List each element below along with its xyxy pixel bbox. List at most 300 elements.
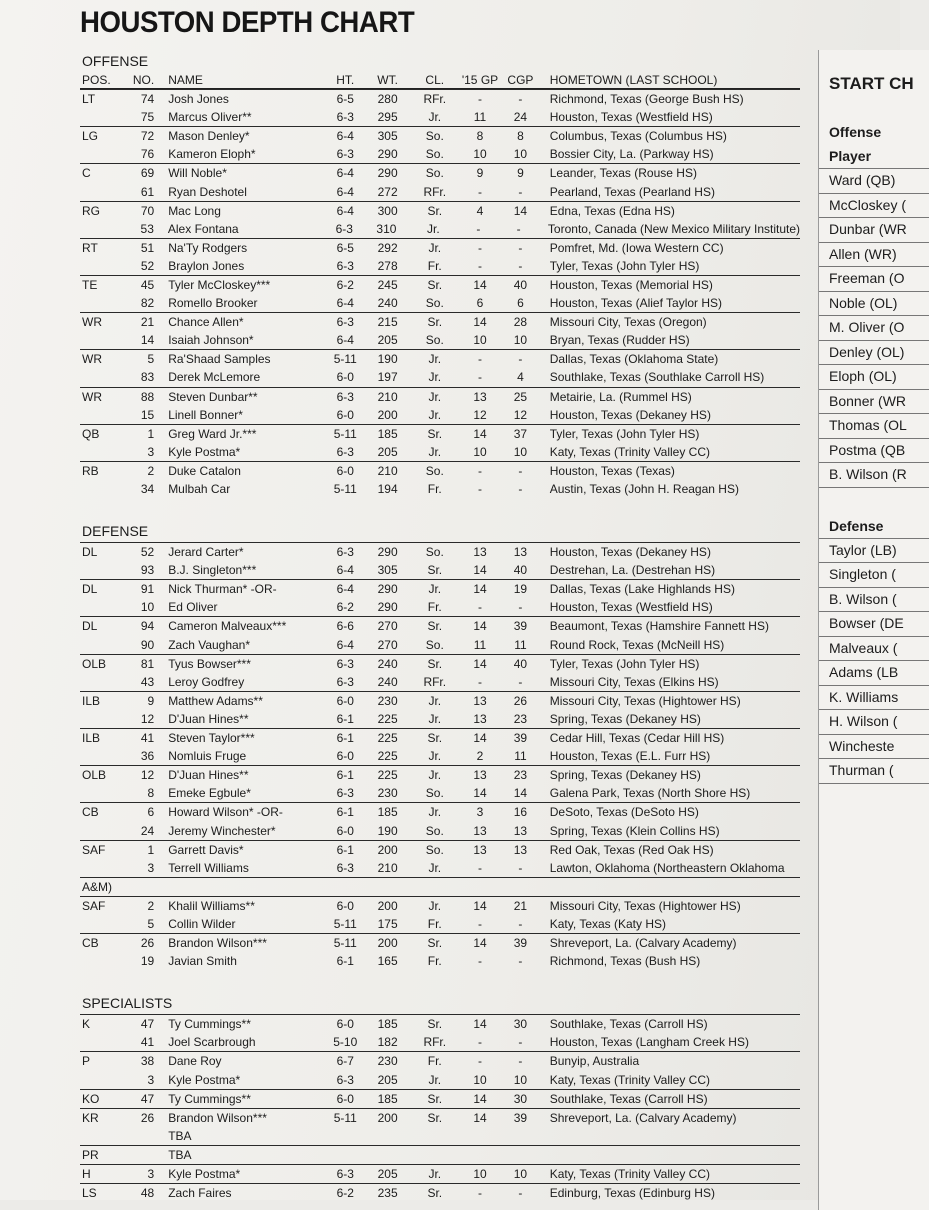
cell-cgp: 14 (513, 203, 528, 218)
side-panel-item: Malveaux ( (819, 637, 929, 662)
cell-hometown: Richmond, Texas (George Bush HS) (549, 92, 744, 107)
cell-no: 14 (140, 333, 155, 348)
cell-cgp: 37 (513, 426, 528, 441)
cell-cl: Sr. (427, 1017, 443, 1032)
cell-gp: 13 (473, 545, 487, 560)
table-row (80, 877, 800, 896)
cell-cl: Jr. (428, 240, 442, 255)
cell-pos: DL (82, 582, 98, 597)
cell-gp: - (478, 92, 482, 107)
cell-wt: 205 (377, 1072, 398, 1087)
cell-cl: Sr. (427, 936, 443, 951)
cell-gp: - (478, 352, 482, 367)
cell-hometown: Galena Park, Texas (North Shore HS) (549, 786, 751, 801)
cell-name: Ty Cummings** (168, 1017, 251, 1032)
cell-wt: 200 (377, 407, 398, 422)
cell-cgp: 30 (513, 1017, 528, 1032)
cell-wt: 272 (377, 184, 398, 199)
cell-gp: 13 (473, 823, 487, 838)
side-panel-item: Eloph (OL) (819, 365, 929, 390)
cell-gp: - (478, 916, 482, 931)
cell-wt: 225 (377, 749, 398, 764)
table-row (80, 1108, 800, 1127)
cell-no: 47 (140, 1091, 155, 1106)
cell-cgp: - (518, 184, 523, 199)
cell-cgp: 13 (513, 545, 528, 560)
cell-ht: 5-11 (333, 482, 357, 497)
cell-no: 41 (140, 731, 155, 746)
cell-cl: Jr. (428, 444, 442, 459)
cell-hometown: Dallas, Texas (Lake Highlands HS) (549, 582, 735, 597)
cell-hometown: Leander, Texas (Rouse HS) (549, 166, 697, 181)
table-row (80, 1071, 800, 1089)
cell-cl: Sr. (427, 1110, 443, 1125)
cell-hometown: Edinburg, Texas (Edinburg HS) (549, 1186, 715, 1201)
cell-cl: Fr. (427, 1054, 442, 1069)
cell-cl: RFr. (423, 184, 447, 199)
cell-cl: So. (425, 823, 444, 838)
table-row (80, 182, 800, 200)
cell-pos: TE (82, 277, 98, 292)
cell-gp: 4 (476, 203, 484, 218)
cell-gp: - (478, 1035, 482, 1050)
table-row (80, 126, 800, 145)
cell-gp: 10 (473, 444, 487, 459)
cell-cgp: - (518, 463, 523, 478)
side-panel-item: Freeman (O (819, 267, 929, 292)
cell-no: 88 (140, 389, 155, 404)
cell-no: 61 (140, 184, 155, 199)
cell-no: 72 (140, 129, 155, 144)
cell-cl: Sr. (427, 426, 443, 441)
cell-cgp: 39 (513, 731, 528, 746)
cell-name: Will Noble* (168, 166, 227, 181)
cell-name: Howard Wilson* -OR- (168, 805, 283, 820)
cell-gp: - (478, 240, 482, 255)
cell-pos: DL (82, 545, 98, 560)
cell-ht: 6-4 (336, 637, 354, 652)
cell-cgp: - (518, 916, 523, 931)
cell-ht: 6-1 (336, 731, 354, 746)
cell-cl: Jr. (428, 582, 442, 597)
cell-cgp: 12 (513, 407, 528, 422)
cell-wt: 305 (377, 129, 398, 144)
table-row (80, 1089, 800, 1108)
table-row (80, 480, 800, 498)
side-panel-item: Denley (OL) (819, 341, 929, 366)
cell-wt: 235 (377, 1186, 398, 1201)
side-panel-list (819, 120, 929, 784)
cell-hometown: Houston, Texas (Alief Taylor HS) (549, 296, 723, 311)
cell-name: Terrell Williams (168, 860, 249, 875)
cell-hometown: Tyler, Texas (John Tyler HS) (549, 656, 700, 671)
cell-cgp: 23 (513, 768, 528, 783)
cell-cgp: 10 (513, 1072, 528, 1087)
table-row (80, 710, 800, 728)
cell-ht: 6-0 (336, 407, 354, 422)
side-defense-label: Defense (819, 514, 929, 539)
cell-pos: C (82, 166, 91, 181)
cell-ht: 6-0 (336, 463, 354, 478)
cell-cl: So. (425, 166, 444, 181)
cell-no: 51 (140, 240, 155, 255)
cell-cgp: 25 (513, 389, 528, 404)
cell-hometown: Southlake, Texas (Carroll HS) (549, 1017, 708, 1032)
cell-cl: Jr. (428, 1167, 442, 1182)
cell-wt: 240 (377, 296, 398, 311)
cell-cgp: 40 (513, 563, 528, 578)
side-panel-item: Taylor (LB) (819, 539, 929, 564)
cell-gp: - (478, 954, 482, 969)
cell-gp: - (478, 482, 482, 497)
cell-wt: 230 (377, 786, 398, 801)
cell-no: 12 (140, 768, 155, 783)
cell-cl: Sr. (427, 656, 443, 671)
table-row (80, 275, 800, 294)
cell-no: 91 (140, 582, 155, 597)
cell-cl: Jr. (428, 407, 442, 422)
cell-cl: Fr. (427, 258, 442, 273)
cell-name: Mulbah Car (168, 482, 231, 497)
cell-cgp: 11 (514, 749, 527, 764)
cell-ht: 6-3 (336, 860, 354, 875)
header-wt: WT. (377, 73, 398, 87)
cell-hometown: Tyler, Texas (John Tyler HS) (549, 258, 700, 273)
cell-cl: Jr. (428, 768, 442, 783)
cell-cl: Jr. (428, 898, 442, 913)
cell-cgp: 8 (517, 129, 524, 144)
side-panel-item: Ward (QB) (819, 169, 929, 194)
table-row (80, 952, 800, 970)
cell-cgp: - (518, 860, 523, 875)
cell-name: D'Juan Hines** (168, 711, 249, 726)
table-row (80, 542, 800, 561)
cell-name: Alex Fontana (167, 221, 239, 236)
cell-cl: Jr. (428, 860, 442, 875)
header-hometown: HOMETOWN (LAST SCHOOL) (549, 73, 718, 87)
cell-hometown: Houston, Texas (Westfield HS) (549, 110, 713, 125)
cell-wt: 190 (377, 823, 398, 838)
side-panel-item: Wincheste (819, 735, 929, 760)
cell-cgp: - (518, 1035, 523, 1050)
cell-gp: 11 (473, 637, 487, 652)
side-panel-item: Bowser (DE (819, 612, 929, 637)
cell-hometown: Dallas, Texas (Oklahoma State) (549, 352, 719, 367)
cell-cgp: - (518, 482, 523, 497)
table-row (80, 443, 800, 461)
cell-ht: 6-4 (336, 166, 354, 181)
cell-wt: 290 (377, 545, 398, 560)
cell-no: 24 (140, 823, 155, 838)
cell-no: 3 (147, 1167, 155, 1182)
cell-cgp: 26 (513, 693, 528, 708)
cell-cgp: 40 (513, 277, 528, 292)
cell-name: Mason Denley* (168, 129, 250, 144)
side-panel-item: Thomas (OL (819, 414, 929, 439)
cell-cgp: - (518, 258, 523, 273)
cell-ht: 6-5 (336, 240, 354, 255)
specialists-rows (80, 1014, 800, 1202)
cell-no: 52 (140, 545, 155, 560)
cell-name: B.J. Singleton*** (168, 563, 257, 578)
cell-cgp: 28 (513, 315, 528, 330)
cell-wt: 205 (377, 333, 398, 348)
cell-no: 19 (140, 954, 155, 969)
cell-gp: 2 (476, 749, 484, 764)
cell-cl: So. (425, 129, 444, 144)
cell-cgp: 10 (513, 147, 528, 162)
table-row (80, 312, 800, 331)
cell-hometown: Cedar Hill, Texas (Cedar Hill HS) (549, 731, 725, 746)
table-row (80, 331, 800, 349)
cell-gp: 14 (473, 936, 487, 951)
cell-hometown: Round Rock, Texas (McNeill HS) (549, 637, 725, 652)
cell-hometown: Missouri City, Texas (Oregon) (549, 315, 707, 330)
cell-hometown: Houston, Texas (Langham Creek HS) (549, 1035, 749, 1050)
table-row (80, 387, 800, 406)
cell-name: Nomluis Fruge (168, 749, 247, 764)
cell-no: 2 (147, 463, 155, 478)
table-row (80, 424, 800, 443)
cell-gp: - (476, 221, 481, 236)
cell-wt: 230 (377, 1054, 398, 1069)
cell-ht: 6-4 (336, 582, 354, 597)
cell-cgp: 10 (513, 333, 528, 348)
table-row (80, 1183, 800, 1202)
cell-no: 52 (140, 258, 155, 273)
cell-pos: OLB (82, 768, 107, 783)
cell-ht: 6-3 (336, 258, 354, 273)
cell-no: 70 (140, 203, 155, 218)
cell-name: Zach Vaughan* (168, 637, 251, 652)
cell-ht: 6-1 (336, 842, 354, 857)
cell-cgp: 24 (513, 110, 528, 125)
side-offense-label: Offense (829, 124, 882, 140)
cell-gp: 14 (473, 619, 487, 634)
cell-name: Leroy Godfrey (168, 674, 245, 689)
cell-wt: 185 (377, 426, 398, 441)
cell-hometown: Edna, Texas (Edna HS) (549, 203, 675, 218)
cell-wt: 210 (377, 463, 398, 478)
cell-hometown: Bryan, Texas (Rudder HS) (549, 333, 690, 348)
cell-no: 21 (140, 315, 155, 330)
cell-name: Joel Scarbrough (168, 1035, 256, 1050)
cell-cgp: 4 (517, 370, 524, 385)
cell-cgp: 23 (513, 711, 528, 726)
cell-pos: ILB (82, 731, 101, 746)
section-gap (80, 970, 800, 992)
cell-pos: OLB (82, 656, 107, 671)
cell-wt: 290 (377, 582, 398, 597)
cell-name: Josh Jones (168, 92, 229, 107)
depth-chart-table (80, 50, 800, 1202)
cell-cl: Fr. (427, 482, 442, 497)
cell-hometown: Spring, Texas (Klein Collins HS) (549, 823, 720, 838)
cell-wt: 185 (377, 1017, 398, 1032)
table-row (80, 747, 800, 765)
cell-no: 12 (140, 711, 155, 726)
header-name: NAME (168, 73, 203, 87)
cell-name: Steven Dunbar** (168, 389, 258, 404)
cell-gp: - (478, 463, 482, 478)
cell-ht: 6-1 (336, 711, 354, 726)
offense-label: OFFENSE (82, 53, 149, 69)
cell-no: 15 (140, 407, 155, 422)
cell-cgp: 13 (513, 823, 528, 838)
cell-hometown: Missouri City, Texas (Hightower HS) (549, 898, 741, 913)
cell-no: 1 (147, 426, 155, 441)
cell-no: 26 (140, 936, 155, 951)
table-row (80, 821, 800, 839)
cell-wt: 245 (377, 277, 398, 292)
cell-ht: 6-3 (336, 656, 354, 671)
cell-hometown: Toronto, Canada (New Mexico Military Institute) (547, 221, 801, 236)
cell-wt: 292 (377, 240, 398, 255)
cell-no: 38 (140, 1054, 155, 1069)
header-no: NO. (132, 73, 155, 87)
cell-name: Javian Smith (168, 954, 237, 969)
cell-cl: Sr. (427, 619, 443, 634)
cell-cgp: 30 (513, 1091, 528, 1106)
cell-ht: 5-11 (333, 426, 357, 441)
cell-ht: 6-4 (336, 184, 354, 199)
cell-wt: 300 (377, 203, 398, 218)
table-row (80, 108, 800, 126)
cell-name: Jeremy Winchester* (168, 823, 276, 838)
cell-pos: DL (82, 619, 98, 634)
cell-name: Nick Thurman* -OR- (168, 582, 277, 597)
table-row (80, 654, 800, 673)
cell-pos: PR (82, 1147, 99, 1162)
cell-hometown: Houston, Texas (Westfield HS) (549, 600, 713, 615)
side-panel-item: Thurman ( (819, 759, 929, 784)
cell-ht: 6-0 (336, 1091, 354, 1106)
cell-cl: Jr. (428, 352, 442, 367)
cell-cl: Jr. (428, 805, 442, 820)
table-row (80, 294, 800, 312)
cell-gp: 13 (473, 693, 487, 708)
cell-cl: Jr. (428, 693, 442, 708)
cell-hometown: Austin, Texas (John H. Reagan HS) (549, 482, 739, 497)
cell-no: 69 (140, 166, 155, 181)
cell-gp: 3 (476, 805, 484, 820)
cell-no: 34 (140, 482, 155, 497)
page-title: HOUSTON DEPTH CHART (80, 6, 415, 39)
cell-hometown: Southlake, Texas (Southlake Carroll HS) (549, 370, 765, 385)
cell-ht: 6-3 (336, 315, 354, 330)
cell-wt: 210 (377, 860, 398, 875)
cell-cgp: 9 (517, 166, 524, 181)
table-row (80, 238, 800, 257)
table-row (80, 257, 800, 275)
side-player-label: Player (819, 144, 929, 169)
cell-wt: 230 (377, 693, 398, 708)
cell-pos: CB (82, 936, 99, 951)
cell-gp: - (478, 258, 482, 273)
cell-name: Chance Allen* (168, 315, 244, 330)
cell-cgp: - (518, 92, 523, 107)
cell-no: 1 (147, 842, 155, 857)
cell-cl: Sr. (427, 563, 443, 578)
cell-name: Dane Roy (168, 1054, 222, 1069)
cell-ht: 6-3 (336, 110, 354, 125)
cell-ht: 6-3 (335, 221, 353, 236)
side-panel-item: Allen (WR) (819, 243, 929, 268)
cell-cgp: - (518, 352, 523, 367)
cell-ht: 5-11 (333, 916, 357, 931)
cell-hometown: DeSoto, Texas (DeSoto HS) (549, 805, 699, 820)
table-header (80, 72, 800, 89)
cell-name: Kyle Postma* (168, 1072, 241, 1087)
cell-wt: 200 (377, 1110, 398, 1125)
side-offense-list (819, 169, 929, 488)
table-row (80, 784, 800, 802)
cell-ht: 6-3 (336, 545, 354, 560)
cell-gp: 10 (473, 333, 487, 348)
cell-wt: 225 (377, 711, 398, 726)
cell-name: Mac Long (168, 203, 221, 218)
cell-cl: Sr. (427, 1186, 443, 1201)
cell-wt: 197 (377, 370, 398, 385)
cell-ht: 6-1 (336, 954, 354, 969)
cell-name: Zach Faires (168, 1186, 232, 1201)
cell-no: 6 (147, 805, 155, 820)
cell-name: Na'Ty Rodgers (168, 240, 248, 255)
cell-hometown: Beaumont, Texas (Hamshire Fannett HS) (549, 619, 769, 634)
cell-gp: - (478, 600, 482, 615)
cell-name: Romello Brooker (168, 296, 258, 311)
cell-wt: 185 (377, 1091, 398, 1106)
header-cgp: CGP (507, 73, 534, 87)
side-panel-item: K. Williams (819, 686, 929, 711)
cell-gp: - (478, 1054, 482, 1069)
cell-no: 47 (140, 1017, 155, 1032)
cell-cgp: 10 (513, 444, 528, 459)
cell-pos: P (82, 1054, 91, 1069)
side-panel-item: Noble (OL) (819, 292, 929, 317)
cell-gp: 14 (473, 1110, 487, 1125)
cell-name: Braylon Jones (168, 258, 245, 273)
cell-pos: SAF (82, 842, 106, 857)
cell-gp: 10 (473, 1167, 487, 1182)
cell-pos: WR (82, 352, 102, 367)
cell-pos: H (82, 1167, 91, 1182)
starting-chart-panel (818, 50, 929, 1210)
cell-hometown: Houston, Texas (E.L. Furr HS) (549, 749, 711, 764)
cell-no: 5 (147, 916, 155, 931)
cell-wt: 205 (377, 1167, 398, 1182)
cell-pos: KO (82, 1091, 100, 1106)
cell-gp: 14 (473, 731, 487, 746)
cell-cgp: 6 (517, 296, 524, 311)
cell-cl: Jr. (428, 711, 442, 726)
cell-name: Brandon Wilson*** (168, 1110, 267, 1125)
cell-wt: 165 (377, 954, 398, 969)
cell-name: Cameron Malveaux*** (168, 619, 287, 634)
cell-cl: So. (425, 296, 444, 311)
cell-wt: 200 (377, 898, 398, 913)
side-defense-list (819, 539, 929, 784)
cell-no: 3 (147, 860, 155, 875)
defense-label: DEFENSE (82, 523, 149, 540)
cell-name: Kyle Postma* (168, 444, 241, 459)
table-row (80, 840, 800, 859)
cell-hometown: Houston, Texas (Texas) (549, 463, 675, 478)
cell-cl: Sr. (427, 203, 443, 218)
cell-ht: 6-3 (336, 389, 354, 404)
cell-name: Linell Bonner* (168, 407, 243, 422)
cell-wt: 290 (377, 600, 398, 615)
